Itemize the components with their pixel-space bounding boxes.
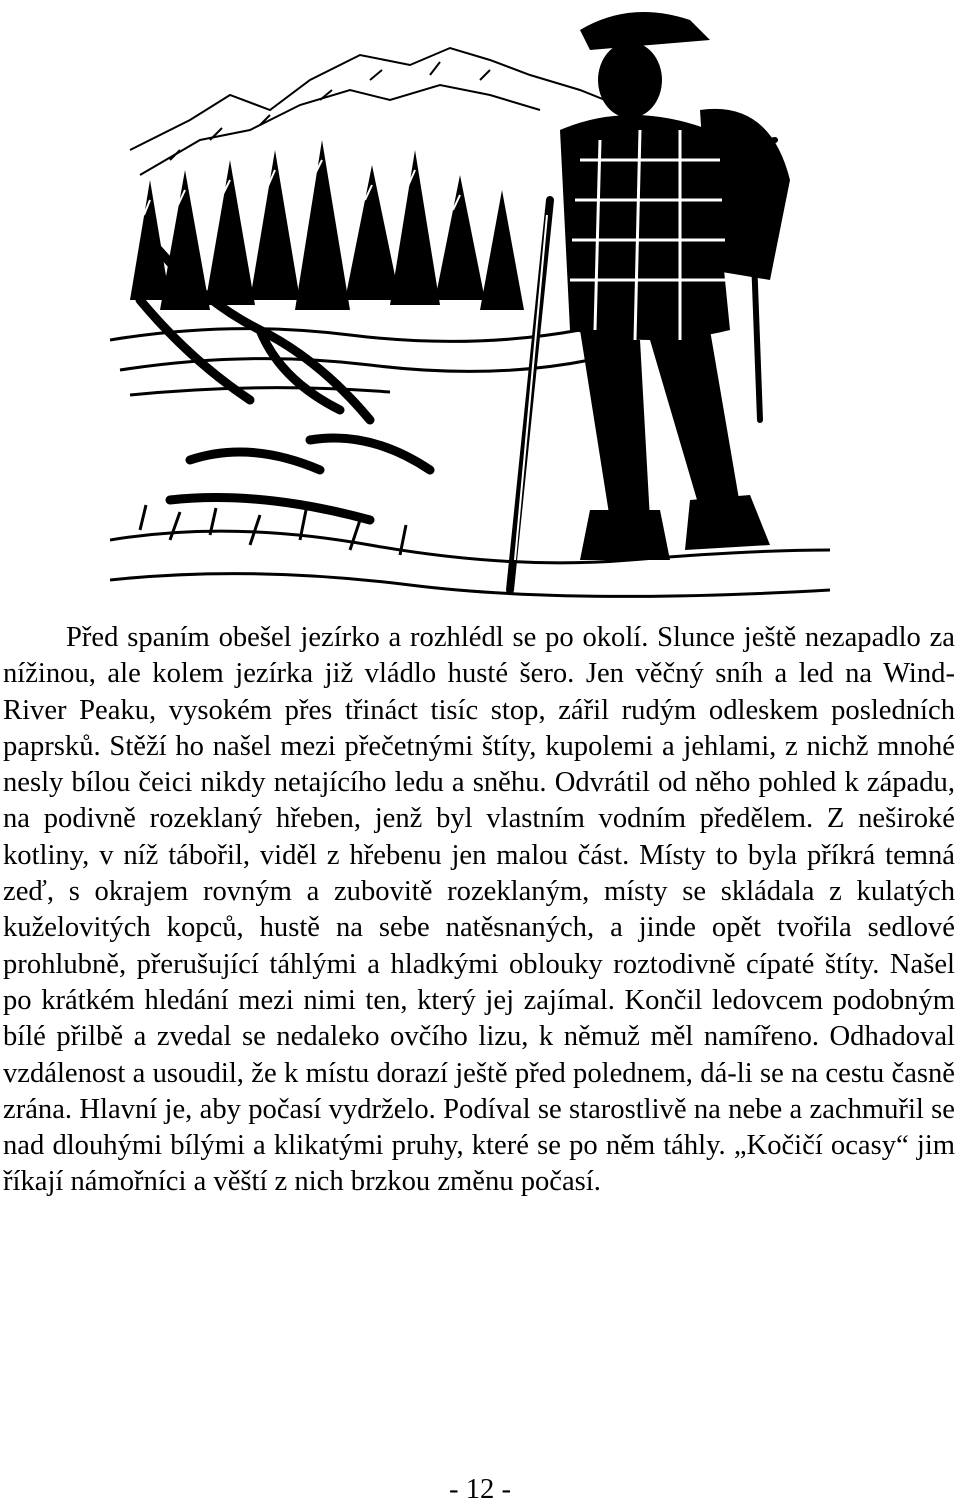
- hunter-mountain-illustration-icon: [110, 0, 830, 612]
- page-number: - 12 -: [449, 1474, 511, 1505]
- paragraph: Před spaním obešel jezírko a rozhlédl se po okolí. Slunce ještě nezapadlo za nížinou, ale kolem jezírka již vládlo husté šero. Jen věčný sníh a led na Wind-River Peaku, vysokém přes třináct tisíc stop, zářil rudým odleskem posledních paprsků. Stěží ho našel mezi přečetnými štíty, kupolemi a jehlami, z nichž mnohé nesly bílou čeici nikdy netajícího ledu a sněhu. Odvrátil od něho pohled k západu, na podivně rozeklaný hřeben, jenž byl vlastním vodním předělem. Z neširoké kotliny, v níž tábořil, viděl z hřebenu jen malou část. Místy to byla příkrá temná zeď, s okrajem rovným a zubovitě rozeklaným, místy se skládala z kulatých kuželovitých kopců, hustě na sebe natěsnaných, a jinde opět tvořila sedlové prohlubně, přerušující táhlými a hladkými oblouky roztodivně cípaté štíty. Našel po krátkém hledání mezi nimi ten, který jej zajímal. Končil ledovcem podobným bílé přilbě a zvedal se nedaleko ovčího lizu, k němuž měl namířeno. Odhadoval vzdálenost a usoudil, že k místu dorazí ještě před polednem, dá-li se na cestu časně zrána. Hlavní je, aby počasí vydrželo. Podíval se starostlivě na nebe a zachmuřil se nad dlouhými bílými a klikatými pruhy, které se po něm táhly. „Kočičí ocasy“ jim říkají námořníci a věští z nich brzkou změnu počasí.: [3, 622, 955, 1198]
- main-text: [3, 620, 955, 1201]
- illustration: [110, 0, 830, 612]
